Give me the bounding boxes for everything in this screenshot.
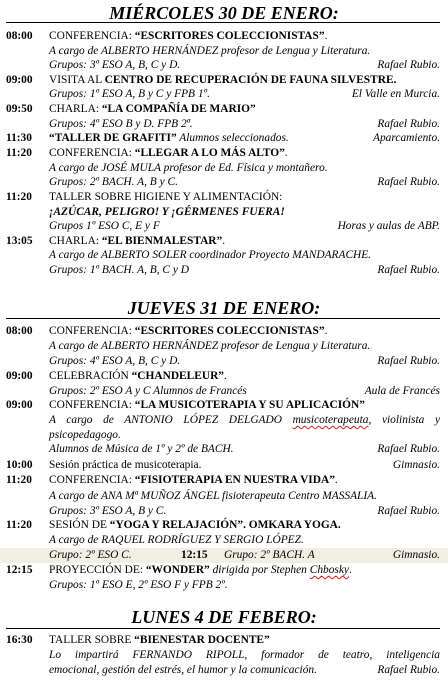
day-title: LUNES 4 DE FEBERO:	[131, 607, 317, 627]
schedule-row	[0, 398, 448, 413]
event-plain-text: A cargo de JOSÉ MULA profesor de Ed. Física y montañero.	[49, 162, 328, 174]
location-text: Rafael Rubio.	[377, 664, 440, 676]
event-title: “BIENESTAR DOCENTE”	[134, 634, 270, 646]
location-text: Rafael Rubio.	[377, 118, 440, 130]
time-label: 10:00	[6, 459, 33, 471]
event-title: “LA COMPAÑÍA DE MARIO”	[101, 103, 256, 115]
schedule-row	[0, 489, 448, 504]
event-text	[49, 533, 304, 548]
location-text: Rafael Rubio.	[377, 176, 440, 188]
event-text	[49, 234, 225, 249]
schedule-row	[0, 87, 448, 102]
location-text: Rafael Rubio.	[377, 355, 440, 367]
location-text: Gimnasio.	[392, 459, 440, 471]
event-plain-text: A cargo de ANA Mª MUÑOZ ÁNGEL fisioterapeuta Centro MASSALIA.	[49, 490, 377, 502]
schedule-row	[0, 263, 448, 278]
event-plain-text: Grupos: 3º ESO A, B, C y D.	[49, 59, 181, 71]
schedule-row	[0, 339, 448, 354]
event-text	[49, 648, 440, 663]
schedule-row	[0, 384, 448, 399]
event-text	[49, 339, 370, 354]
event-title: “ESCRITORES COLECCIONISTAS”	[134, 30, 325, 42]
day-title-rule	[6, 628, 440, 629]
event-title: CENTRO DE RECUPERACIÓN DE FAUNA SILVESTRE.	[104, 74, 397, 86]
event-text	[49, 190, 282, 205]
event-title: “WONDER”	[145, 564, 210, 576]
event-title: “FISIOTERAPIA EN NUESTRA VIDA”	[134, 474, 335, 486]
schedule-row	[0, 44, 448, 59]
event-plain-text: A cargo de ALBERTO HERNÁNDEZ profesor de Lengua y Literatura.	[49, 45, 371, 57]
event-plain-text: TALLER SOBRE HIGIENE Y ALIMENTACIÓN:	[49, 191, 283, 203]
event-plain-text: Grupos 1º ESO C, E y F	[49, 220, 160, 232]
time-label: 09:50	[6, 103, 33, 115]
event-title: “ESCRITORES COLECCIONISTAS”	[134, 325, 325, 337]
location-text: Aula de Francés	[364, 385, 440, 397]
event-plain-text: Lo impartirá FERNANDO RIPOLL, formador de teatro, inteligencia	[49, 649, 440, 661]
schedule-row	[0, 413, 448, 428]
event-text	[49, 578, 228, 593]
event-plain-text: Sesión práctica de musicoterapia.	[49, 459, 202, 471]
event-punct: .	[224, 370, 227, 382]
schedule-row	[0, 58, 448, 73]
time-label: 09:00	[6, 74, 33, 86]
event-plain-text: A cargo de ALBERTO HERNÁNDEZ profesor de Lengua y Literatura.	[49, 340, 371, 352]
event-plain-text: CELEBRACIÓN	[49, 370, 132, 382]
schedule-row	[0, 354, 448, 369]
event-extra-text: , violinista y	[368, 414, 441, 426]
time-label: 16:30	[6, 634, 33, 646]
time-label: 11:20	[6, 519, 32, 531]
schedule-row	[0, 219, 448, 234]
event-plain-text: CHARLA:	[49, 235, 102, 247]
spellcheck-word: musicoterapeuta	[292, 414, 369, 426]
event-text	[49, 489, 377, 504]
schedule-row	[0, 131, 448, 146]
event-title: “LA MUSICOTERAPIA Y SU APLICACIÓN”	[134, 399, 365, 411]
event-title: “CHANDELEUR”	[131, 370, 224, 382]
time-label: 12:15	[6, 564, 33, 576]
event-plain-text: Grupos: 1º ESO A, B y C y FPB 1º.	[49, 88, 210, 100]
event-title: “TALLER DE GRAFITI”	[49, 132, 177, 144]
schedule-row	[0, 369, 448, 384]
event-plain-text: CONFERENCIA:	[49, 325, 135, 337]
schedule-row	[0, 146, 448, 161]
event-slogan: ¡AZÚCAR, PELIGRO! Y ¡GÉRMENES FUERA!	[49, 206, 285, 218]
location-text: Gimnasio.	[392, 549, 440, 561]
schedule-row	[0, 29, 448, 44]
event-plain-text: Grupos: 1º ESO E, 2º ESO F y FPB 2º.	[49, 579, 228, 591]
schedule-row	[0, 518, 448, 533]
event-text	[49, 205, 285, 220]
location-text: Rafael Rubio.	[377, 443, 440, 455]
event-text	[49, 428, 121, 443]
event-text	[49, 563, 352, 578]
spellcheck-word: Chbosky	[309, 564, 349, 576]
event-plain-text: psicopedagogo.	[49, 429, 121, 441]
event-text	[49, 248, 371, 263]
event-plain-text: CONFERENCIA:	[49, 474, 135, 486]
event-extra-text: Alumnos seleccionados.	[176, 132, 289, 144]
location-text: Rafael Rubio.	[377, 505, 440, 517]
event-plain-text: CHARLA:	[49, 103, 102, 115]
time-label: 09:00	[6, 370, 33, 382]
schedule-row	[0, 73, 448, 88]
event-title: “LLEGAR A LO MÁS ALTO”	[134, 147, 285, 159]
event-plain-text: Grupo: 2º ESO C.	[49, 549, 132, 561]
event-plain-text: VISITA AL	[49, 74, 105, 86]
time-label: 08:00	[6, 30, 33, 42]
schedule-row	[0, 102, 448, 117]
time-label: 11:20	[6, 191, 32, 203]
event-plain-text: Grupos: 4º ESO A, B, C y D.	[49, 355, 181, 367]
event-punct: .	[324, 30, 328, 42]
day-title-rule	[6, 22, 440, 23]
schedule-row	[0, 504, 448, 519]
schedule-row	[0, 458, 448, 473]
event-text	[49, 324, 327, 339]
event-plain-text: A cargo de RAQUEL RODRÍGUEZ Y SERGIO LÓPEZ.	[49, 534, 304, 546]
day-title: MIÉRCOLES 30 DE ENERO:	[109, 3, 339, 23]
schedule-row	[0, 578, 448, 593]
inline-group: Grupo: 2º BACH. A	[224, 549, 315, 561]
schedule-row	[0, 563, 448, 578]
event-text	[49, 398, 365, 413]
event-plain-text: Grupos: 1º BACH. A, B, C y D	[49, 264, 190, 276]
time-label: 09:00	[6, 399, 33, 411]
event-punct: .	[284, 147, 288, 159]
event-text	[49, 29, 327, 44]
location-text: Rafael Rubio.	[377, 264, 440, 276]
inline-time: 12:15	[181, 549, 208, 561]
time-label: 11:20	[6, 474, 32, 486]
event-plain-text: Grupos: 3º ESO A, B y C.	[49, 505, 167, 517]
schedule-row	[0, 205, 448, 220]
schedule-row	[0, 248, 448, 263]
event-text	[49, 518, 341, 533]
schedule-row	[0, 117, 448, 132]
event-title: “YOGA Y RELAJACIÓN”. OMKARA YOGA.	[109, 519, 341, 531]
schedule-row	[0, 548, 448, 563]
event-text	[49, 44, 370, 59]
event-text	[49, 146, 288, 161]
event-text	[49, 473, 338, 488]
schedule-row	[0, 161, 448, 176]
time-label: 11:30	[6, 132, 32, 144]
schedule-row	[0, 234, 448, 249]
schedule-row	[0, 473, 448, 488]
event-punct: .	[334, 474, 338, 486]
event-plain-text: Grupos: 2º ESO A y C Alumnos de Francés	[49, 385, 247, 397]
schedule-row	[0, 442, 448, 457]
event-plain-text: CONFERENCIA:	[49, 30, 135, 42]
schedule-row	[0, 428, 448, 443]
event-plain-text: TALLER SOBRE	[49, 634, 135, 646]
event-plain-text: CONFERENCIA:	[49, 147, 135, 159]
event-plain-text: PROYECCIÓN DE:	[49, 564, 146, 576]
schedule-row	[0, 663, 448, 678]
event-plain-text: A cargo de ALBERTO SOLER coordinador Proyecto MANDARACHE.	[49, 249, 372, 261]
time-label: 08:00	[6, 325, 33, 337]
event-plain-text: Grupos: 4º ESO B y D. FPB 2ª.	[49, 118, 193, 130]
schedule-row	[0, 633, 448, 648]
event-text	[49, 102, 256, 117]
schedule-row	[0, 533, 448, 548]
schedule-row	[0, 324, 448, 339]
day-title: JUEVES 31 DE ENERO:	[127, 298, 321, 318]
event-text	[49, 369, 227, 384]
event-plain-text: Alumnos de Música de 1º y 2º de BACH.	[49, 443, 234, 455]
location-text: Horas y aulas de ABP.	[337, 220, 440, 232]
event-plain-text: CONFERENCIA:	[49, 399, 135, 411]
event-punct: .	[324, 325, 328, 337]
event-text	[49, 161, 328, 176]
location-text: Aparcamiento.	[373, 132, 440, 144]
event-text	[49, 633, 270, 648]
event-title: “EL BIENMALESTAR”	[101, 235, 223, 247]
event-extra-text: dirigida por Stephen	[209, 564, 310, 576]
event-punct: .	[222, 235, 226, 247]
day-title-rule	[6, 318, 440, 319]
event-punct: .	[348, 564, 352, 576]
event-plain-text: emocional, gestión del estrés, el humor y la comunicación.	[49, 664, 317, 676]
schedule-row	[0, 190, 448, 205]
location-text: El Valle en Murcia.	[351, 88, 440, 100]
time-label: 11:20	[6, 147, 32, 159]
schedule-row	[0, 648, 448, 663]
event-plain-text: SESIÓN DE	[49, 519, 110, 531]
location-text: Rafael Rubio.	[377, 59, 440, 71]
schedule-row	[0, 175, 448, 190]
event-text	[49, 413, 440, 428]
event-plain-text: Grupos: 2º BACH. A, B y C.	[49, 176, 178, 188]
event-text	[49, 73, 396, 88]
time-label: 13:05	[6, 235, 33, 247]
event-plain-text: A cargo de ANTONIO LÓPEZ DELGADO	[49, 414, 293, 426]
